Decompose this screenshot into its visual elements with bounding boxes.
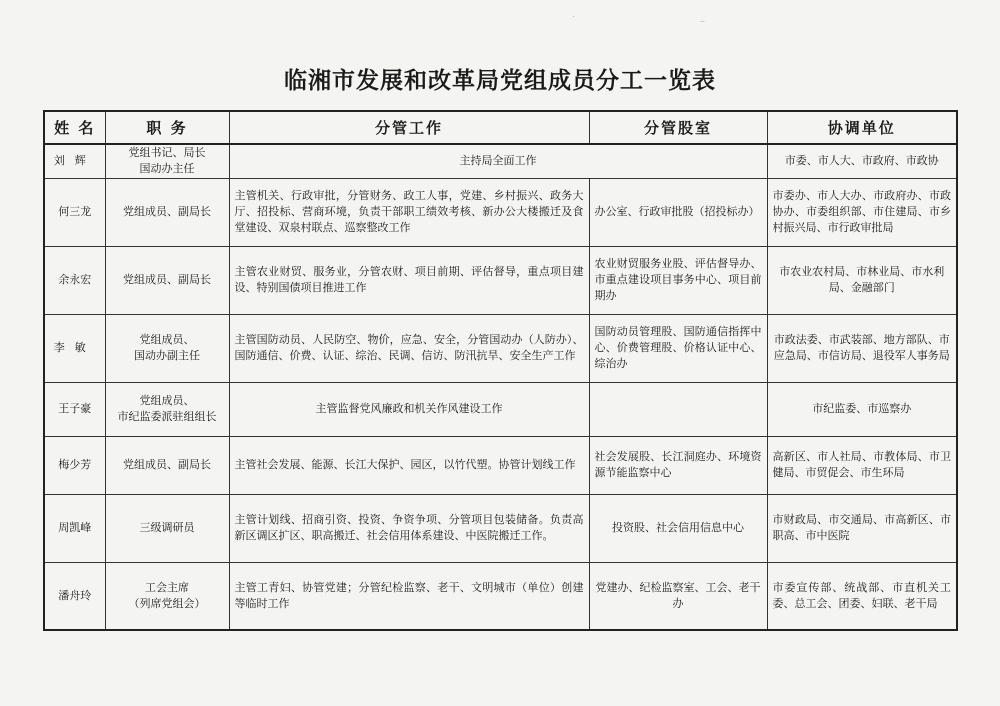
assignment-table xyxy=(43,110,958,631)
member-duties: 主管工青妇、协管党建；分管纪检监察、老干、文明城市（单位）创建等临时工作 xyxy=(229,562,589,630)
member-sections: 农业财贸服务业股、评估督导办、市重点建设项目事务中心、项目前期办 xyxy=(589,246,767,314)
page-title: 临湘市发展和改革局党组成员分工一览表 xyxy=(284,68,716,94)
member-position: 党组成员、 市纪监委派驻组组长 xyxy=(105,382,229,436)
member-duties: 主管农业财贸、服务业，分管农财、项目前期、评估督导，重点项目建设、特别国债项目推进工作 xyxy=(229,246,589,314)
member-sections: 党建办、纪检监察室、工会、老干办 xyxy=(589,562,767,630)
table-row xyxy=(44,178,957,246)
member-name: 潘舟玲 xyxy=(44,562,105,630)
member-name: 余永宏 xyxy=(44,246,105,314)
table-header-row xyxy=(44,111,957,144)
member-position: 党组成员、副局长 xyxy=(105,246,229,314)
member-position: 党组成员、 国动办副主任 xyxy=(105,314,229,382)
column-header-position: 职 务 xyxy=(105,111,229,144)
member-coordination: 市委办、市人大办、市政府办、市政协办、市委组织部、市住建局、市乡村振兴局、市行政审批局 xyxy=(767,178,957,246)
member-coordination: 市委宣传部、统战部、市直机关工委、总工会、团委、妇联、老干局 xyxy=(767,562,957,630)
member-position: 党组书记、局长 国动办主任 xyxy=(105,144,229,178)
member-name: 王子豪 xyxy=(44,382,105,436)
table-row xyxy=(44,144,957,178)
member-duties: 主管机关、行政审批，分管财务、政工人事，党建、乡村振兴、政务大厅、招投标、营商环境，负责干部职工绩效考核、新办公大楼搬迁及食堂建设、双泉村联点、巡察整改工作 xyxy=(229,178,589,246)
table-row xyxy=(44,246,957,314)
member-name: 梅少芳 xyxy=(44,436,105,494)
column-header-name: 姓 名 xyxy=(44,111,105,144)
column-header-duties: 分管工作 xyxy=(229,111,589,144)
member-sections: 社会发展股、长江洞庭办、环境资源节能监察中心 xyxy=(589,436,767,494)
member-coordination: 市财政局、市交通局、市高新区、市职高、市中医院 xyxy=(767,494,957,562)
table-row xyxy=(44,436,957,494)
member-coordination: 高新区、市人社局、市教体局、市卫健局、市贸促会、市生环局 xyxy=(767,436,957,494)
scan-mark: · xyxy=(572,12,576,23)
table-row xyxy=(44,494,957,562)
member-sections: 办公室、行政审批股（招投标办） xyxy=(589,178,767,246)
member-name: 何三龙 xyxy=(44,178,105,246)
member-duties: 主管社会发展、能源、长江大保护、园区，以竹代塑。协管计划线工作 xyxy=(229,436,589,494)
member-coordination: 市农业农村局、市林业局、市水利局、金融部门 xyxy=(767,246,957,314)
member-sections: 投资股、社会信用信息中心 xyxy=(589,494,767,562)
member-duties: 主持局全面工作 xyxy=(229,144,767,178)
member-duties: 主管国防动员、人民防空、物价，应急、安全，分管国动办（人防办）、国防通信、价费、认证、综治、民调、信访、防汛抗旱、安全生产工作 xyxy=(229,314,589,382)
member-position: 三级调研员 xyxy=(105,494,229,562)
table-row xyxy=(44,314,957,382)
table-row xyxy=(44,382,957,436)
column-header-sections: 分管股室 xyxy=(589,111,767,144)
member-position: 党组成员、副局长 xyxy=(105,178,229,246)
scan-mark: – xyxy=(700,16,705,27)
column-header-coordination: 协调单位 xyxy=(767,111,957,144)
member-name: 刘辉 xyxy=(44,144,105,178)
member-name: 李敏 xyxy=(44,314,105,382)
member-coordination: 市纪监委、市巡察办 xyxy=(767,382,957,436)
member-sections xyxy=(589,382,767,436)
member-sections: 国防动员管理股、国防通信指挥中心、价费管理股、价格认证中心、综治办 xyxy=(589,314,767,382)
member-position: 工会主席 （列席党组会） xyxy=(105,562,229,630)
member-coordination: 市委、市人大、市政府、市政协 xyxy=(767,144,957,178)
member-coordination: 市政法委、市武装部、地方部队、市应急局、市信访局、退役军人事务局 xyxy=(767,314,957,382)
member-name: 周凯峰 xyxy=(44,494,105,562)
member-position: 党组成员、副局长 xyxy=(105,436,229,494)
member-duties: 主管计划线、招商引资、投资、争资争项、分管项目包装储备。负责高新区调区扩区、职高搬迁、社会信用体系建设、中医院搬迁工作。 xyxy=(229,494,589,562)
table-row xyxy=(44,562,957,630)
member-duties: 主管监督党风廉政和机关作风建设工作 xyxy=(229,382,589,436)
